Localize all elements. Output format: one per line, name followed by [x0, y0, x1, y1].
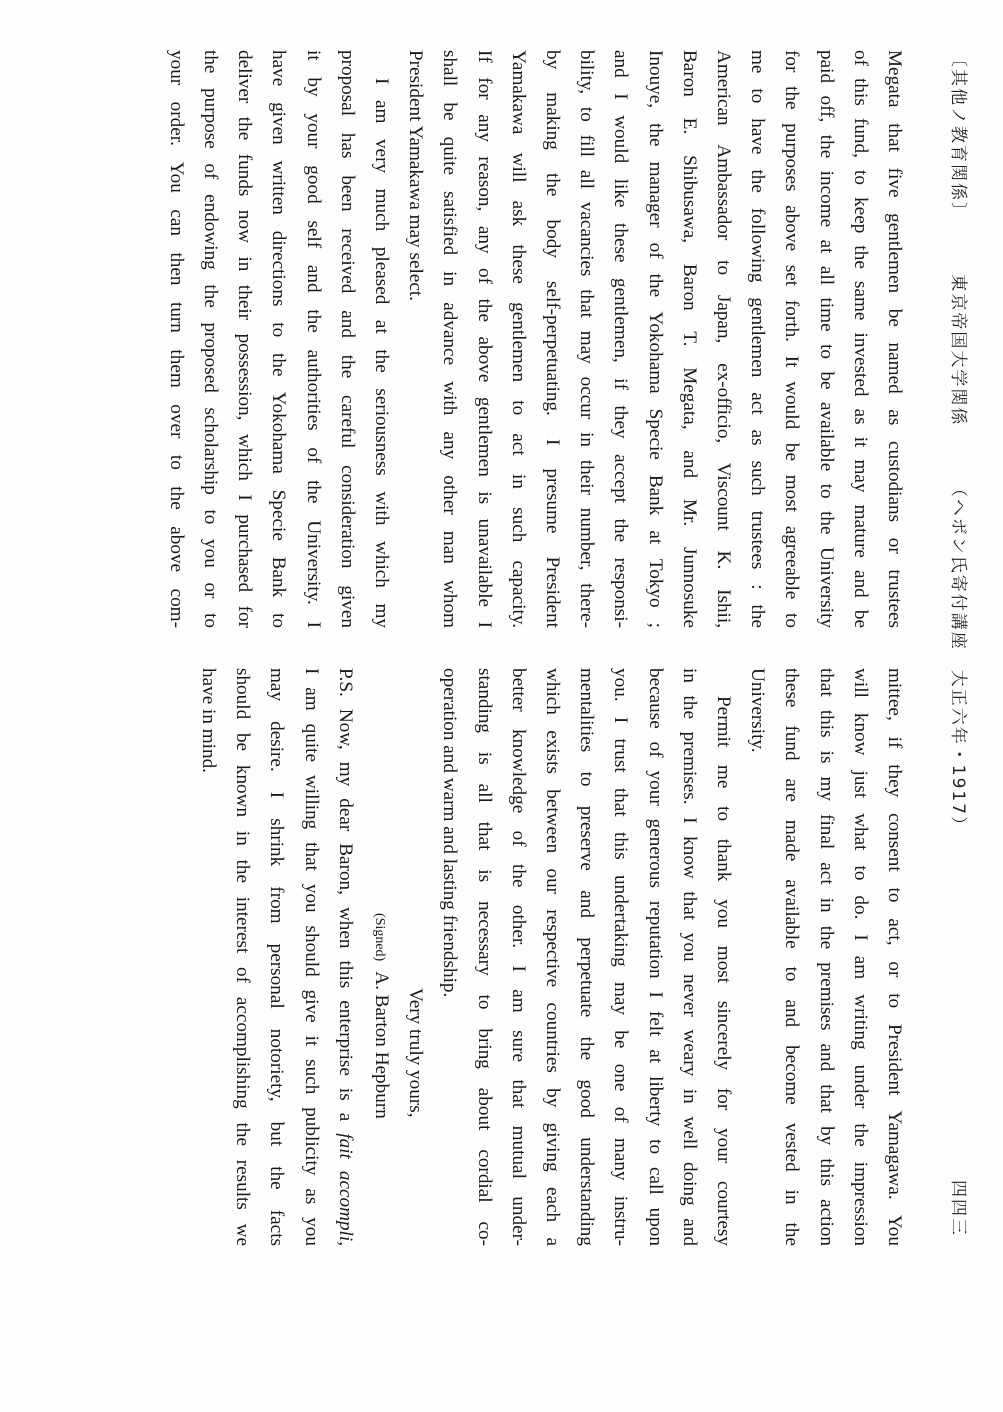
text-line: bility, to fill all vacancies that may occur in their number, there- — [576, 50, 598, 628]
signer-name: A. Barton Hepburn — [370, 971, 392, 1119]
text-line: will know just what to do. I am writing under the impression — [849, 668, 871, 1246]
text-line: Inouye, the manager of the Yokohama Specie Bank at Tokyo ; — [644, 50, 666, 628]
running-head — [948, 50, 973, 881]
text-line: American Ambassador to Japan, ex-officio, Viscount K. Ishii, — [712, 50, 734, 628]
text-line: you. I trust that this undertaking may be one of many instru- — [610, 668, 632, 1246]
text-line: standing is all that is necessary to bring about cordial co- — [473, 668, 495, 1246]
page-number: 四四三 — [948, 1180, 968, 1237]
text-line: better knowledge of the other. I am sure that mutual under- — [507, 668, 529, 1246]
text-line: mittee, if they consent to act, or to President Yamagawa. You — [884, 668, 905, 1246]
text-line: which exists between our respective countries by giving each a — [541, 668, 563, 1246]
text-line: deliver the funds now in their possession, which I purchased for — [234, 50, 256, 628]
text-line: I am very much pleased at the seriousness with which my — [370, 78, 392, 628]
text-line: have in mind. — [197, 668, 219, 773]
text-line: operation and warm and lasting friendship. — [439, 668, 461, 998]
right-column — [191, 668, 911, 1246]
text-line: it by your good self and the authorities of the University. I — [302, 50, 324, 628]
left-column — [159, 50, 911, 628]
closing-line: Very truly yours, — [405, 988, 427, 1118]
text-line: I am quite willing that you should give it such publicity as you — [300, 668, 322, 1246]
text-line: proposal has been received and the careful consideration given — [336, 50, 358, 628]
text-line: University. — [747, 668, 769, 753]
text-line: President Yamakawa may select. — [405, 50, 427, 301]
text-line: If for any reason, any of the above gentlemen is unavailable I — [473, 50, 495, 628]
text-line: Permit me to thank you most sincerely for your courtesy — [712, 696, 734, 1246]
text-line: the purpose of endowing the proposed scholarship to you or to — [199, 50, 221, 628]
text-line: in the premises. I know that you never weary in well doing and — [678, 668, 700, 1246]
text-line: for the purposes above set forth. It would be most agreeable to — [781, 50, 803, 628]
text-line: by making the body self-perpetuating. I presume President — [541, 50, 563, 628]
running-head-subject: （ヘボン氏寄付講座 大正六年・1917） — [948, 479, 968, 836]
text-line: mentalities to preserve and perpetuate the good understanding — [576, 668, 598, 1246]
text-line: these fund are made available to and become vested in the — [781, 668, 803, 1246]
text-line: your order. You can then turn them over to the above com- — [165, 50, 187, 628]
text-line: because of your generous reputation I felt at liberty to call upon — [644, 668, 666, 1246]
signature-line — [362, 668, 398, 1246]
postscript-italic-phrase: fait accompli, — [334, 1133, 356, 1246]
text-line: have given written directions to the Yokohama Specie Bank to — [268, 50, 290, 628]
text-line: paid off, the income at all time to be available to the University — [815, 50, 837, 628]
running-head-category: 〔其他ノ教育関係〕 — [948, 50, 968, 221]
text-line: that this is my final act in the premises and that by this action — [815, 668, 837, 1246]
text-line: Yamakawa will ask these gentlemen to act in such capacity. — [507, 50, 529, 628]
text-line: of this fund, to keep the same invested as it may mature and be — [849, 50, 871, 628]
postscript-line — [328, 668, 362, 1246]
text-line: shall be quite satisfied in advance with any other man whom — [439, 50, 461, 628]
text-line: and I would like these gentlemen, if they accept the responsi- — [610, 50, 632, 628]
text-line: Baron E. Shibusawa, Baron T. Megata, and Mr. Junnosuke — [678, 50, 700, 628]
postscript-text: P.S. Now, my dear Baron, when this enterprise is a — [334, 668, 356, 1134]
text-line: me to have the following gentlemen act as such trustees : the — [747, 50, 769, 628]
text-line: should be known in the interest of accomplishing the results we — [232, 668, 254, 1246]
text-line: may desire. I shrink from personal notoriety, but the facts — [266, 668, 288, 1246]
text-line: Megata that five gentlemen be named as custodians or trustees — [884, 50, 905, 628]
signed-label: (Signed) — [371, 913, 387, 962]
running-head-section: 東京帝国大学関係 — [948, 274, 968, 427]
